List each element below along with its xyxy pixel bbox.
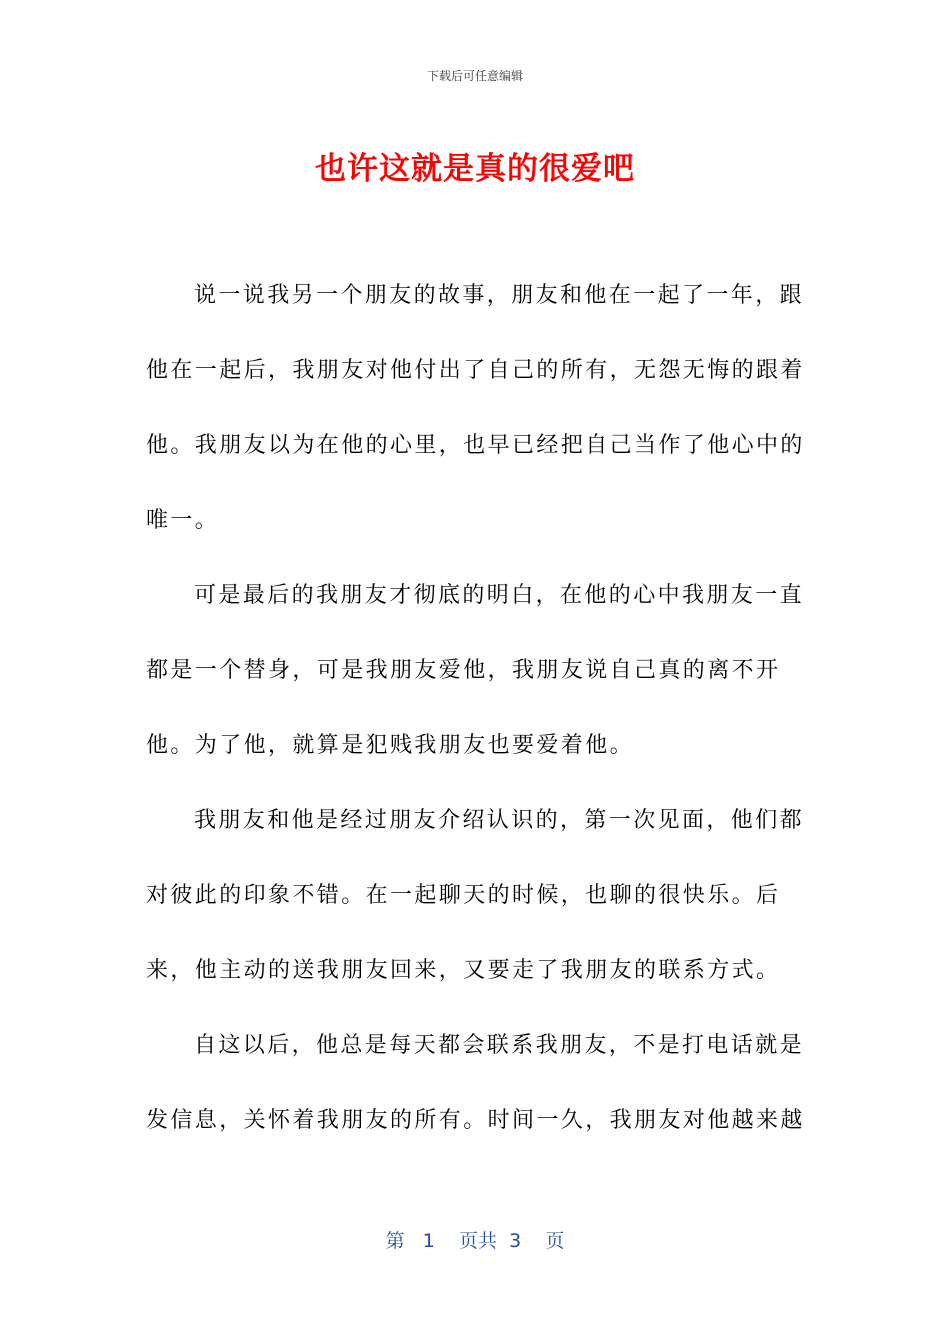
document-title: 也许这就是真的很爱吧 xyxy=(315,151,635,187)
header-note: 下载后可任意编辑 xyxy=(426,69,523,83)
footer-total-pages: 3 xyxy=(509,1230,522,1252)
footer-mid: 页共 xyxy=(459,1230,498,1252)
paragraph-4: 自这以后，他总是每天都会联系我朋友，不是打电话就是发信息，关怀着我朋友的所有。时间一久，我朋友对他越来越 xyxy=(146,1033,805,1133)
paragraph-2: 可是最后的我朋友才彻底的明白，在他的心中我朋友一直都是一个替身，可是我朋友爱他，我朋友说自己真的离不开他。为了他，就算是犯贱我朋友也要爱着他。 xyxy=(146,583,805,758)
footer-current-page: 1 xyxy=(422,1230,435,1252)
paragraph-3: 我朋友和他是经过朋友介绍认识的，第一次见面，他们都对彼此的印象不错。在一起聊天的时候，也聊的很快乐。后来，他主动的送我朋友回来，又要走了我朋友的联系方式。 xyxy=(146,808,805,983)
paragraph-1: 说一说我另一个朋友的故事，朋友和他在一起了一年，跟他在一起后，我朋友对他付出了自己的所有，无怨无悔的跟着他。我朋友以为在他的心里，也早已经把自己当作了他心中的唯一。 xyxy=(146,283,805,533)
footer-suffix: 页 xyxy=(545,1230,565,1252)
page-footer xyxy=(0,1226,950,1253)
footer-prefix: 第 xyxy=(385,1230,405,1252)
document-body xyxy=(146,258,818,1158)
